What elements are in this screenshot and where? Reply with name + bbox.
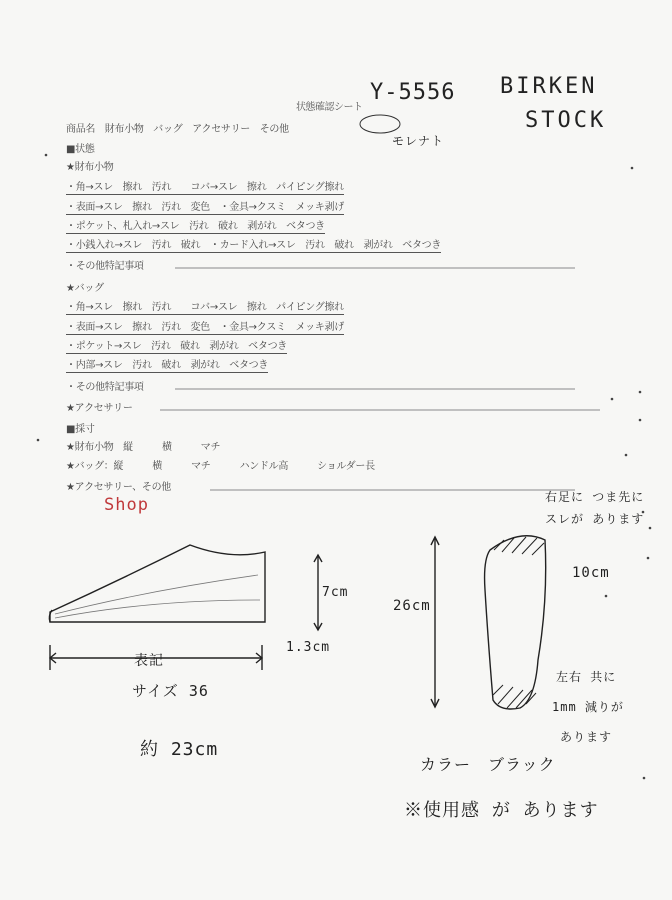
height-measure: 7cm	[322, 585, 349, 600]
item-code: Y-5556	[370, 80, 456, 105]
toe-note-1: 右足に つま先に	[545, 490, 645, 504]
inner-length: 約 23cm	[140, 739, 219, 760]
width-measure: 10cm	[572, 565, 610, 581]
toe-hatching	[494, 537, 544, 555]
shoe-top-sketch	[431, 536, 546, 709]
bag-item: ・角→スレ 擦れ 汚れ コバ→スレ 擦れ パイピング擦れ	[66, 302, 344, 313]
form-underlines	[160, 268, 600, 490]
form-title: 状態確認シート	[296, 102, 363, 113]
shop-label: Shop	[104, 495, 149, 515]
bag-item: ・表面→スレ 擦れ 汚れ 変色 ・金具→クスミ メッキ剥げ	[66, 322, 344, 333]
usage-note: ※使用感 が あります	[404, 800, 599, 821]
scan-dots	[37, 154, 652, 780]
bag-item: ・内部→スレ 汚れ 破れ 剥がれ ベタつき	[66, 360, 269, 371]
wallet-item: ・ポケット、札入れ→スレ 汚れ 破れ 剥がれ ベタつき	[66, 221, 325, 232]
wallet-item-notes: ・その他特記事項	[66, 261, 144, 272]
wallet-item: ・表面→スレ 擦れ 汚れ 変色 ・金具→クスミ メッキ剥げ	[66, 202, 344, 213]
size-label: 表記	[134, 653, 164, 669]
brand-line-1: BIRKEN	[500, 74, 598, 99]
size-bag-line: ★バッグ：縦 横 マチ ハンドル高 ショルダー長	[66, 461, 375, 472]
length-measure: 26cm	[393, 598, 431, 614]
other-note: モレナト	[392, 134, 445, 148]
brand-line-2: STOCK	[525, 108, 607, 133]
color-note: カラー ブラック	[420, 755, 556, 774]
accessory-line: ★アクセサリー	[66, 403, 133, 414]
category-line: 商品名 財布小物 バッグ アクセサリー その他	[66, 124, 289, 135]
sole-measure: 1.3cm	[286, 640, 331, 655]
bag-heading: ★バッグ	[66, 283, 104, 294]
bag-item: ・ポケット→スレ 汚れ 破れ 剥がれ ベタつき	[66, 341, 287, 352]
heel-note-3: あります	[560, 730, 613, 744]
size-value: サイズ 36	[132, 682, 209, 700]
shoe-side-sketch	[49, 545, 322, 670]
bag-item-notes: ・その他特記事項	[66, 382, 144, 393]
wallet-item: ・小銭入れ→スレ 汚れ 破れ ・カード入れ→スレ 汚れ 破れ 剥がれ ベタつき	[66, 240, 442, 251]
wallet-heading: ★財布小物	[66, 162, 114, 173]
state-heading: ■状態	[66, 144, 95, 155]
wallet-item: ・角→スレ 擦れ 汚れ コバ→スレ 擦れ パイピング擦れ	[66, 182, 344, 193]
circle-mark	[360, 115, 400, 133]
size-wallet-line: ★財布小物 縦 横 マチ	[66, 442, 221, 453]
heel-note-1: 左右 共に	[556, 670, 617, 684]
toe-note-2: スレが あります	[545, 512, 645, 526]
size-heading: ■採寸	[66, 424, 95, 435]
heel-note-2: 1mm 減りが	[552, 700, 624, 714]
size-other-line: ★アクセサリー、その他	[66, 482, 171, 493]
